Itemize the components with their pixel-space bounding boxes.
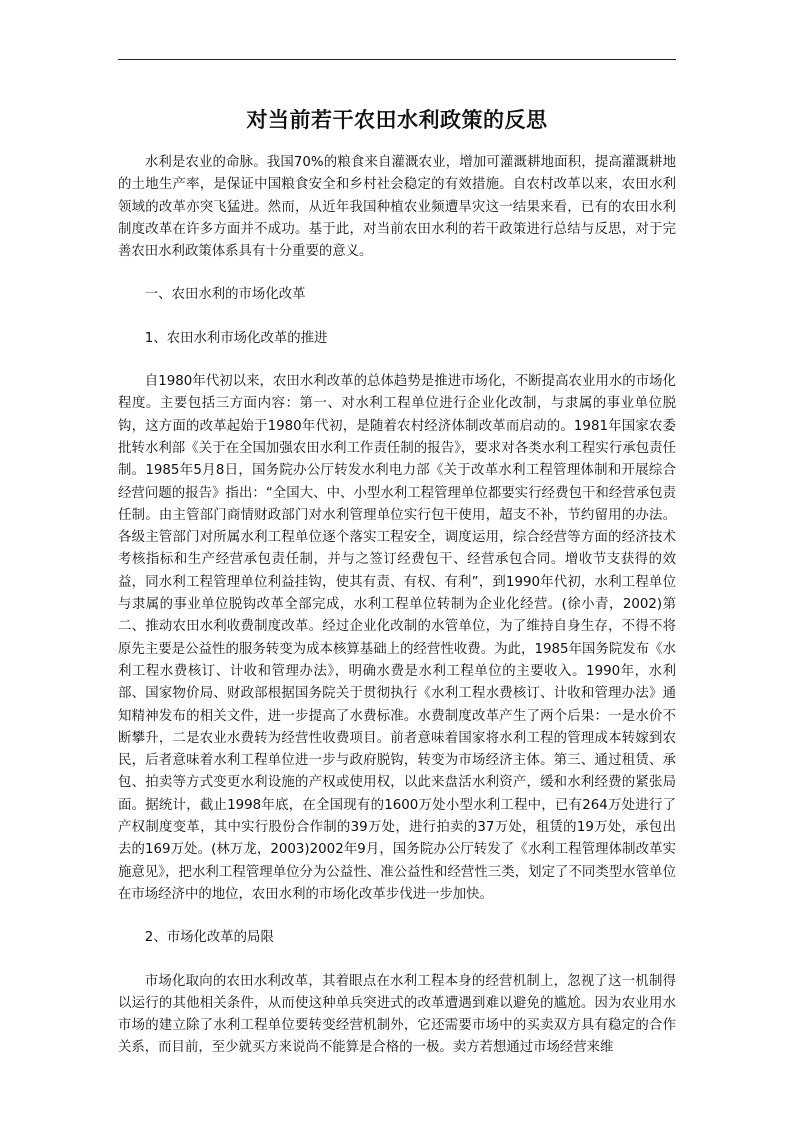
section-heading: 一、农田水利的市场化改革 (144, 287, 306, 303)
intro-paragraph: 水利是农业的命脉。我国70%的粮食来自灌溉农业，增加可灌溉耕地面积，提高灌溉耕地的土地生产率，是保证中国粮食安全和乡村社会稳定的有效措施。自农村改革以来，农田水利领域的改革亦突飞猛进。然而，从近年我国种植农业频遭旱灾这一结果来看，已有的农田水利制度改革在许多方面并不成功。基于此，对当前农田水利的若干政策进行总结与反思，对于完善农田水利政策体系具有十分重要的意义。 (118, 155, 676, 260)
body-paragraph: 市场化取向的农田水利改革，其着眼点在水利工程本身的经营机制上，忽视了这一机制得以运行的其他相关条件，从而使这种单兵突进式的改革遭遇到难以避免的尴尬。因为农业用水市场的建立除了水利工程单位要转变经营机制外，它还需要市场中的买卖双方具有稳定的合作关系，而目前，至少就买方来说尚不能算是合格的一极。卖方若想通过市场经营来维 (118, 973, 676, 1056)
document-title: 对当前若干农田水利政策的反思 (246, 107, 548, 132)
subsection-heading: 1、农田水利市场化改革的推进 (144, 330, 328, 346)
header-rule (118, 59, 676, 60)
document-body (118, 152, 676, 1060)
subsection-heading: 2、市场化改革的局限 (144, 930, 274, 946)
body-paragraph: 自1980年代初以来，农田水利改革的总体趋势是推进市场化，不断提高农业用水的市场化程度。主要包括三方面内容：第一、对水利工程单位进行企业化改制，与隶属的事业单位脱钩，这方面的改革起始于1980年代初，是随着农村经济体制改革而启动的。1981年国家农委批转水利部《关于在全国加强农田水利工作责任制的报告》，要求对各类水利工程实行承包责任制。1985年5月8日，国务院办公厅转发水利电力部《关于改革水利工程管理体制和开展综合经营问题的报告》指出：“全国大、中、小型水利工程管理单位都要实行经费包干和经营承包责任制。由主管部门商情财政部门对水利管理单位实行包干使用，超支不补，节约留用的办法。各级主管部门对所属水利工程单位逐个落实工程安全，调度运用，综合经营等方面的经济技术考核指标和生产经营承包责任制，并与之签订经费包干、经营承包合同。增收节支获得的效益，同水利工程管理单位利益挂钩，使其有责、有权、有利”，到1990年代初，水利工程单位与隶属的事业单位脱钩改革全部完成，水利工程单位转制为企业化经营。(徐小青，2002)第二、推动农田水利收费制度改革。经过企业化改制的水管单位，为了维持自身生存，不得不将原先主要是公益性的服务转变为成本核算基础上的经营性收费。为此，1985年国务院发布《水利工程水费核订、计收和管理办法》，明确水费是水利工程单位的主要收入。1990年，水利部、国家物价局、财政部根据国务院关于贯彻执行《水利工程水费核订、计收和管理办法》通知精神发布的相关文件，进一步提高了水费标准。水费制度改革产生了两个后果：一是水价不断攀升，二是农业水费转为经营性收费项目。前者意味着国家将水利工程的管理成本转嫁到农民，后者意味着水利工程单位进一步与政府脱钩，转变为市场经济主体。第三、通过租赁、承包、拍卖等方式变更水利设施的产权或使用权，以此来盘活水利资产，缓和水利经费的紧张局面。据统计，截止1998年底，在全国现有的1600万处小型水利工程中，已有264万处进行了产权制度变革，其中实行股份合作制的39万处，进行拍卖的37万处，租赁的19万处，承包出去的169万处。(林万龙，2003)2002年9月，国务院办公厅转发了《水利工程管理体制改革实施意见》，把水利工程管理单位分为公益性、准公益性和经营性三类，划定了不同类型水管单位在市场经济中的地位，农田水利的市场化改革步伐进一步加快。 (118, 374, 676, 902)
